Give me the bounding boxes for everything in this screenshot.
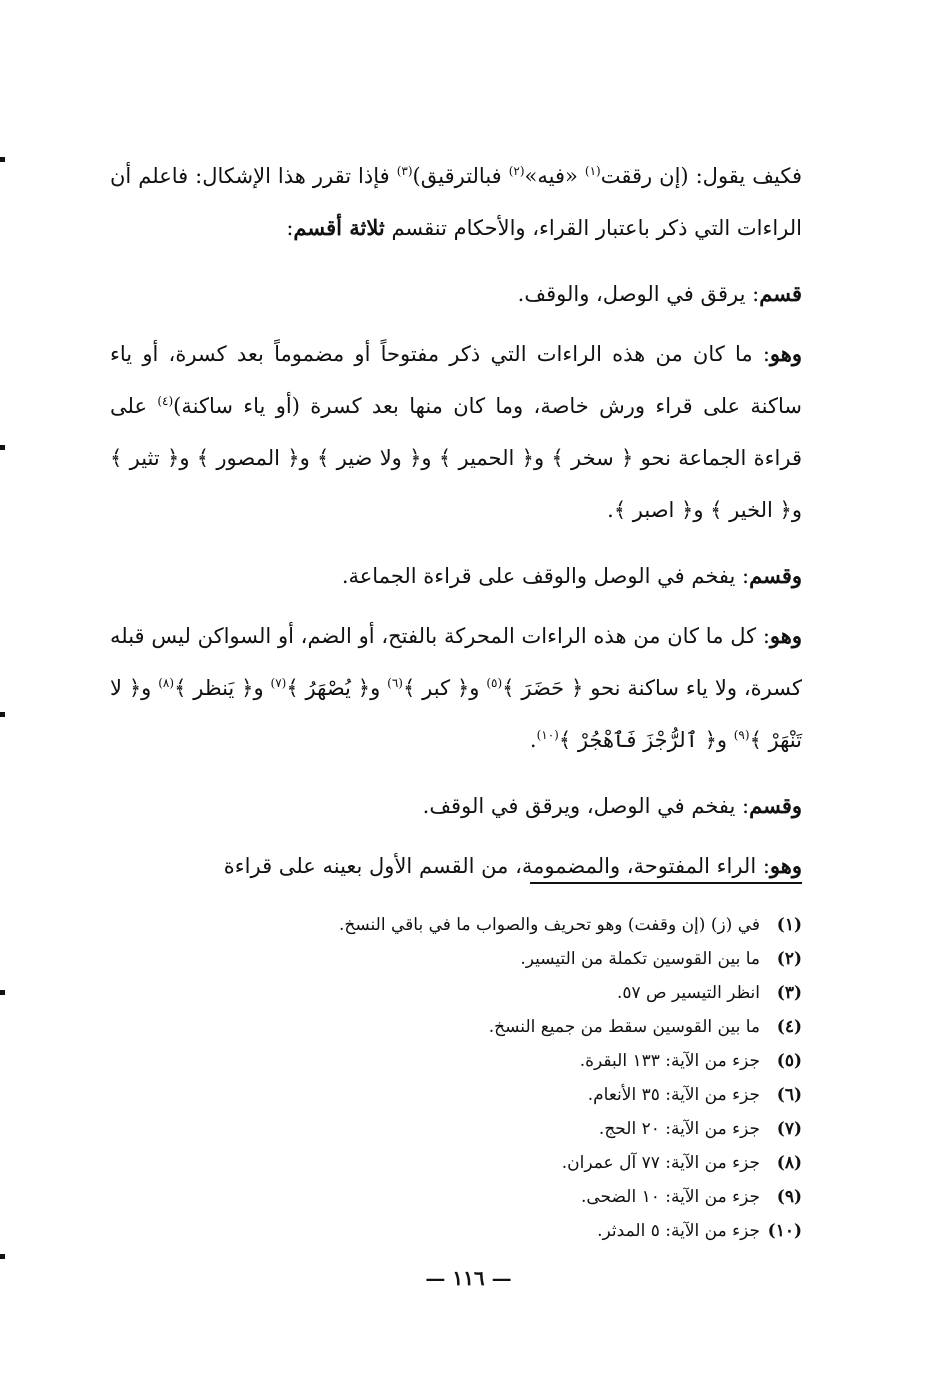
footnote bbox=[110, 1010, 802, 1044]
text-run: : الراء المفتوحة، والمضمومة، من القسم الأول بعينه على قراءة bbox=[223, 854, 770, 878]
footnote-number: (٥) bbox=[776, 1051, 802, 1071]
text-run: على قراءة الجماعة نحو ﴿ سخر ﴾ و﴿ الحمير ﴾ و﴿ ولا ضير ﴾ و﴿ المصور ﴾ و﴿ تثير ﴾ و﴿ الخير ﴾ و﴿ اصبر ﴾. bbox=[110, 394, 802, 522]
footnote-ref: (٧) bbox=[270, 676, 287, 690]
text-run: : كل ما كان من هذه الراءات المحركة بالفتح، أو الضم، أو السواكن ليس قبله كسرة، ولا ياء ساكنة نحو ﴿ حَضَرَ ﴾ bbox=[110, 624, 803, 700]
text-run: و﴿ يَنظر ﴾ bbox=[174, 676, 271, 700]
footnote-separator bbox=[530, 882, 802, 884]
footnote bbox=[110, 908, 802, 942]
footnote-text: ما بين القوسين تكملة من التيسير. bbox=[520, 949, 760, 969]
footnote bbox=[110, 942, 802, 976]
footnote-text: في (ز) (إن وقفت) وهو تحريف والصواب ما في باقي النسخ. bbox=[338, 915, 760, 935]
paragraph bbox=[110, 328, 802, 536]
footnote-ref: (٢) bbox=[508, 164, 525, 178]
text-run: فبالترقيق) bbox=[412, 164, 509, 188]
footnote-text: ما بين القوسين سقط من جميع النسخ. bbox=[488, 1017, 760, 1037]
text-run: و﴿ لا تَنْهَرْ ﴾ bbox=[110, 676, 802, 752]
paragraph bbox=[110, 150, 802, 254]
footnote-number: (٣) bbox=[776, 983, 802, 1003]
scan-edge-mark bbox=[0, 990, 5, 995]
footnote bbox=[110, 1214, 802, 1248]
section-heading bbox=[110, 550, 802, 602]
footnote-number: (٦) bbox=[776, 1085, 802, 1105]
footnote bbox=[110, 1180, 802, 1214]
text-run: : bbox=[286, 216, 294, 240]
bold-text: قسم bbox=[759, 281, 802, 306]
footnote-ref: (١٠) bbox=[536, 728, 559, 742]
footnote-text: جزء من الآية: ١٣٣ البقرة. bbox=[579, 1051, 760, 1071]
scan-edge-mark bbox=[0, 1254, 5, 1259]
footnote-text: جزء من الآية: ١٠ الضحى. bbox=[580, 1187, 760, 1207]
bold-text: وهو bbox=[769, 853, 802, 878]
footnote bbox=[110, 1078, 802, 1112]
scan-edge-mark bbox=[0, 445, 5, 450]
bold-text: وقسم bbox=[749, 563, 802, 588]
footnote-text: جزء من الآية: ٣٥ الأنعام. bbox=[587, 1085, 760, 1105]
footnote-ref: (٨) bbox=[158, 676, 175, 690]
text-run: . bbox=[529, 728, 537, 752]
scan-edge-mark bbox=[0, 712, 5, 717]
text-run: «فيه» bbox=[524, 164, 585, 188]
text-run: : ما كان من هذه الراءات التي ذكر مفتوحاً أو مضموماً بعد كسرة، أو ياء ساكنة على قراء ورش خاصة، وما كان منها بعد كسرة (أو ياء ساكنة) bbox=[110, 342, 802, 418]
text-run: فإذا تقرر هذا الإشكال: فاعلم أن الراءات التي ذكر باعتبار القراء، والأحكام تنقسم bbox=[110, 164, 802, 240]
footnote-text: جزء من الآية: ٥ المدثر. bbox=[597, 1221, 760, 1241]
text-run: و﴿ كبر ﴾ bbox=[402, 676, 487, 700]
main-text bbox=[110, 150, 802, 906]
text-run: : يرقق في الوصل، والوقف. bbox=[517, 282, 760, 306]
footnote-number: (٢) bbox=[776, 949, 802, 969]
footnote bbox=[110, 1112, 802, 1146]
footnote bbox=[110, 1146, 802, 1180]
footnote-ref: (٤) bbox=[157, 394, 174, 408]
section-heading bbox=[110, 780, 802, 832]
text-run: و﴿ ٱلرُّجْزَ فَٱهْجُرْ ﴾ bbox=[558, 728, 734, 752]
section-heading bbox=[110, 268, 802, 320]
page-number: — ١١٦ — bbox=[425, 1266, 512, 1290]
footnote-text: جزء من الآية: ٢٠ الحج. bbox=[598, 1119, 760, 1139]
bold-text: وهو bbox=[769, 341, 802, 366]
footnote-ref: (٩) bbox=[733, 728, 750, 742]
text-run: و﴿ يُصْهَرُ ﴾ bbox=[286, 676, 388, 700]
footnote-ref: (٥) bbox=[486, 676, 503, 690]
bold-text: ثلاثة أقسم bbox=[293, 215, 385, 240]
bold-text: وهو bbox=[769, 623, 802, 648]
footnote-number: (١) bbox=[776, 915, 802, 935]
text-run: : يفخم في الوصل والوقف على قراءة الجماعة. bbox=[341, 564, 750, 588]
footnote-text: انظر التيسير ص ٥٧. bbox=[616, 983, 760, 1003]
footnote-number: (٧) bbox=[776, 1119, 802, 1139]
footnote-number: (١٠) bbox=[767, 1221, 802, 1241]
footnote-number: (٨) bbox=[776, 1153, 802, 1173]
paragraph bbox=[110, 610, 802, 766]
footnote bbox=[110, 1044, 802, 1078]
footnote-number: (٩) bbox=[776, 1187, 802, 1207]
footnote-text: جزء من الآية: ٧٧ آل عمران. bbox=[561, 1153, 760, 1173]
paragraph bbox=[110, 840, 802, 892]
scan-edge-mark bbox=[0, 157, 5, 162]
footnote bbox=[110, 976, 802, 1010]
footnote-ref: (٣) bbox=[396, 164, 413, 178]
footnote-ref: (٦) bbox=[387, 676, 403, 690]
footnote-ref: (١) bbox=[584, 164, 601, 178]
bold-text: وقسم bbox=[749, 793, 802, 818]
footnotes bbox=[110, 908, 802, 1248]
footnote-number: (٤) bbox=[776, 1017, 802, 1037]
text-run: فكيف يقول: (إن رققت bbox=[600, 164, 802, 188]
text-run: : يفخم في الوصل، ويرقق في الوقف. bbox=[422, 794, 750, 818]
